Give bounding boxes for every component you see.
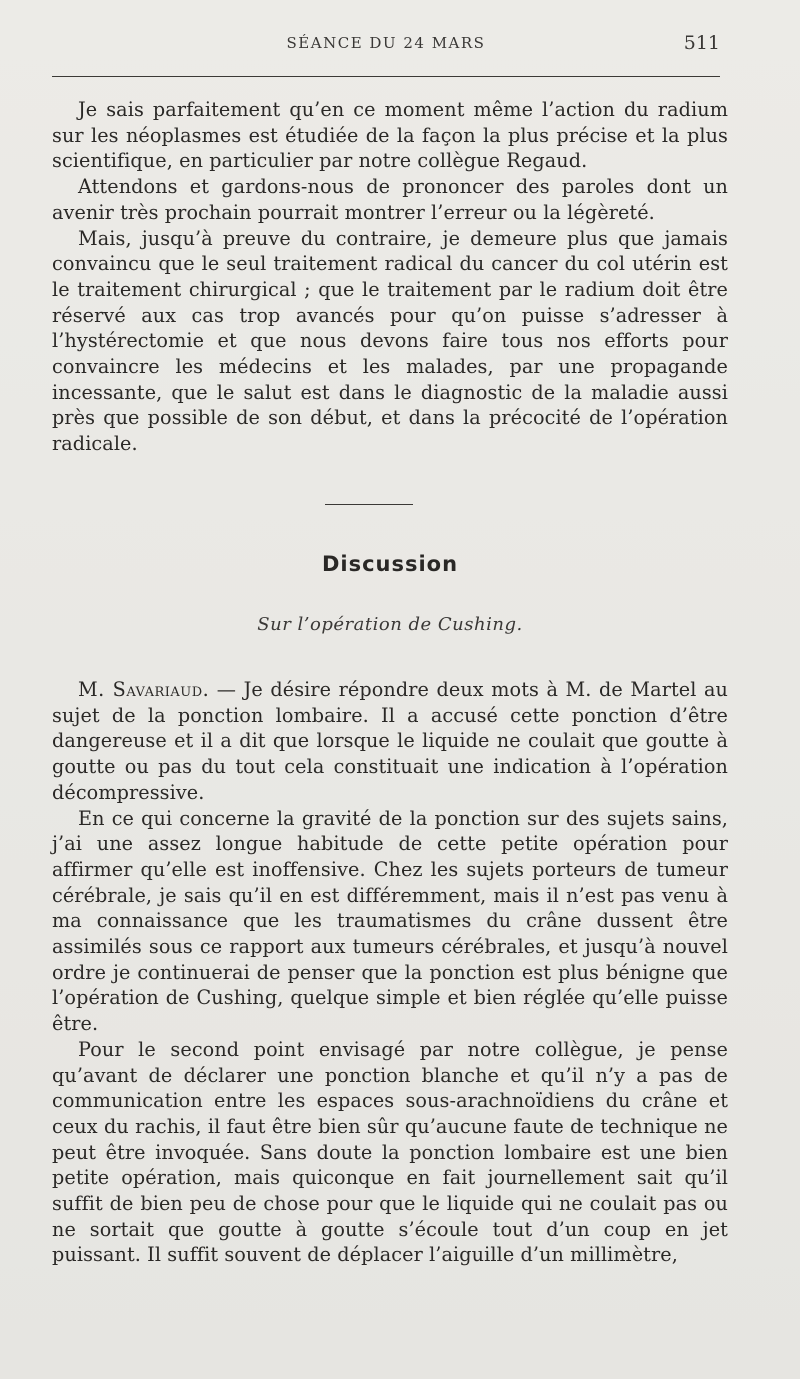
text-block-top: [52, 97, 728, 457]
paragraph: Mais, jusqu’à preuve du contraire, je demeure plus que jamais convaincu que le seul traitement radical du cancer du col utérin est le traitement chirurgical ; que le traitement par le radium doit être réservé aux cas trop avancés pour qu’on puisse s’adresser à l’hystérectomie et que nous devons faire tous nos efforts pour convaincre les médecins et les malades, par une propagande incessante, que le salut est dans le diagnostic de la maladie aussi près que possible de son début, et dans la précocité de l’opération radicale.: [52, 226, 728, 456]
paragraph: Pour le second point envisagé par notre collègue, je pense qu’avant de déclarer une ponction blanche et qu’il n’y a pas de communication entre les espaces sous-arachnoïdiens du crâne et ceux du rachis, il faut être bien sûr qu’aucune faute de technique ne peut être invoquée. Sans doute la ponction lombaire est une bien petite opération, mais quiconque en fait journellement sait qu’il suffit de bien peu de chose pour que le liquide qui ne coulait pas ou ne sortait que goutte à goutte s’écoule tout d’un coup en jet puissant. Il suffit souvent de déplacer l’aiguille d’un millimètre,: [52, 1037, 728, 1267]
section-heading: Discussion: [321, 552, 459, 576]
running-title: SÉANCE DU 24 MARS: [286, 34, 486, 52]
speaker-name: M. Savariaud.: [78, 678, 210, 701]
section-divider: [325, 504, 413, 505]
paragraph: [52, 677, 728, 806]
text-block-discussion: [52, 677, 728, 1268]
header-rule: [52, 76, 720, 77]
paragraph: Je sais parfaitement qu’en ce moment même l’action du radium sur les néoplasmes est étudiée de la façon la plus précise et la plus scientifique, en particulier par notre collègue Regaud.: [52, 98, 728, 173]
paragraph: En ce qui concerne la gravité de la ponction sur des sujets sains, j’ai une assez longue habitude de cette petite opération pour affirmer qu’elle est inoffensive. Chez les sujets porteurs de tumeur cérébrale, je sais qu’il en est différemment, mais il n’est pas venu à ma connaissance que les traumatismes du crâne dussent être assimilés sous ce rapport aux tumeurs cérébrales, et jusqu’à nouvel ordre je continuerai de penser que la ponction est plus bénigne que l’opération de Cushing, quelque simple et bien réglée qu’elle puisse être.: [52, 806, 728, 1036]
page-number: 511: [683, 32, 720, 54]
page-header: [52, 34, 720, 64]
paragraph: Attendons et gardons-nous de prononcer des paroles dont un avenir très prochain pourrait montrer l’erreur ou la légèreté.: [52, 175, 728, 224]
section-subheading: Sur l’opération de Cushing.: [257, 614, 523, 635]
paragraph-text: — Je désire répondre deux mots à M. de Martel au sujet de la ponction lombaire. Il a accusé cette ponction d’être dangereuse et il a dit que lorsque le liquide ne coulait que goutte à goutte ou pas du tout cela constituait une indication à l’opération décompressive.: [52, 678, 728, 804]
